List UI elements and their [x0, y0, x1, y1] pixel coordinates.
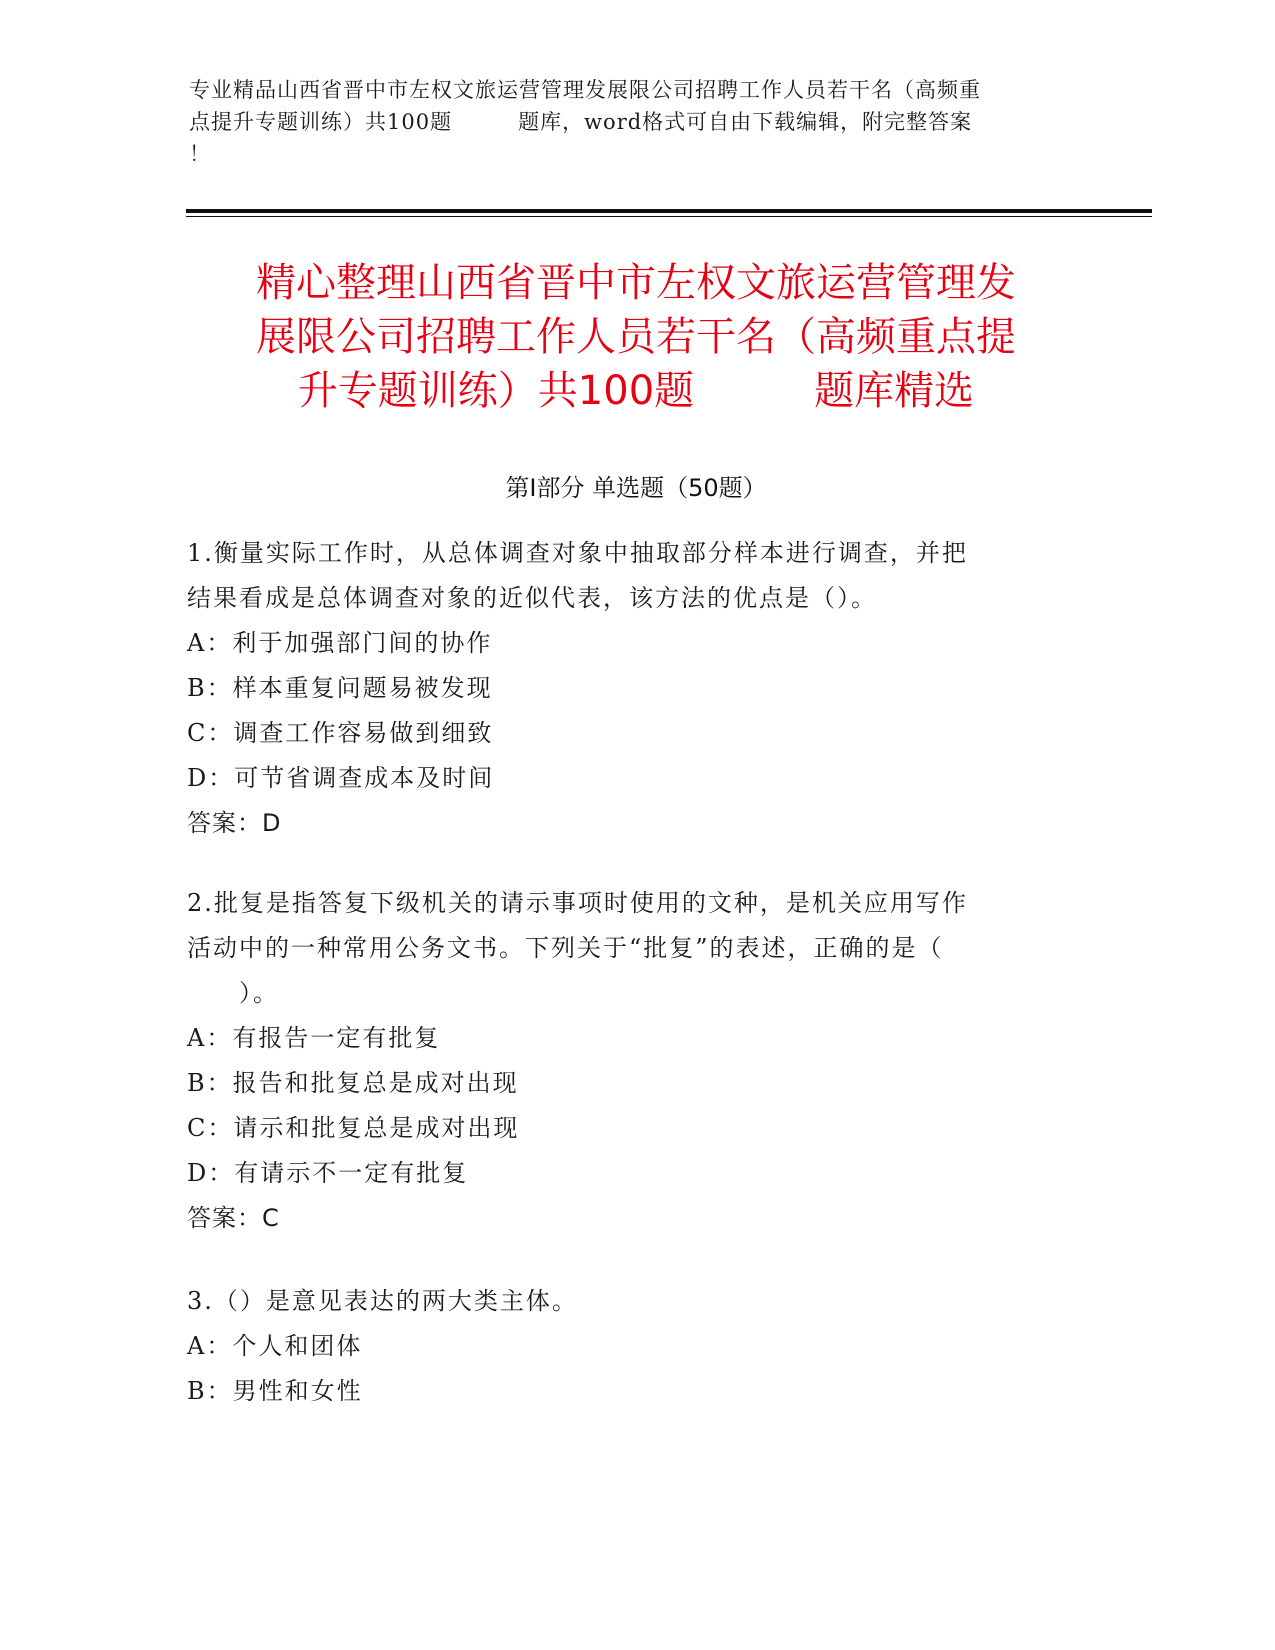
document-title: [186, 256, 1086, 418]
option-c: C：请示和批复总是成对出现: [187, 1114, 520, 1142]
option-a: A：有报告一定有批复: [187, 1024, 441, 1052]
option-d: D：可节省调查成本及时间: [187, 764, 495, 792]
option-c: C：调查工作容易做到细致: [187, 719, 494, 747]
question-stem: 1.衡量实际工作时，从总体调查对象中抽取部分样本进行调查，并把: [187, 539, 968, 567]
section-heading: 第Ⅰ部分 单选题（50题）: [505, 474, 767, 502]
question-block: [187, 1279, 1067, 1414]
option-d: D：有请示不一定有批复: [187, 1159, 469, 1187]
question-stem: 活动中的一种常用公务文书。下列关于“批复”的表述，正确的是（: [187, 934, 944, 962]
option-a: A：利于加强部门间的协作: [187, 629, 493, 657]
option-b: B：报告和批复总是成对出现: [187, 1069, 519, 1097]
title-line: 精心整理山西省晋中市左权文旅运营管理发: [256, 260, 1016, 306]
header-divider-thin: [186, 216, 1152, 217]
answer-line: 答案：D: [187, 809, 282, 837]
header-line: 点提升专题训练）共100题 题库，word格式可自由下载编辑，附完整答案: [189, 110, 973, 134]
question-stem: 3.（）是意见表达的两大类主体。: [187, 1287, 578, 1315]
header-divider: [186, 209, 1152, 213]
answer-line: 答案：C: [187, 1204, 280, 1232]
page-header: [189, 74, 1089, 170]
option-b: B：样本重复问题易被发现: [187, 674, 493, 702]
title-line: 升专题训练）共100题 题库精选: [297, 368, 975, 414]
option-a: A：个人和团体: [187, 1332, 363, 1360]
header-line: 专业精品山西省晋中市左权文旅运营管理发展限公司招聘工作人员若干名（高频重: [189, 78, 981, 102]
question-block: [187, 881, 1067, 1241]
question-block: [187, 531, 1067, 846]
title-line: 展限公司招聘工作人员若干名（高频重点提: [256, 314, 1016, 360]
question-stem: 2.批复是指答复下级机关的请示事项时使用的文种，是机关应用写作: [187, 889, 968, 917]
question-stem: 结果看成是总体调查对象的近似代表，该方法的优点是（）。: [187, 584, 877, 612]
header-line: ！: [189, 142, 211, 166]
option-b: B：男性和女性: [187, 1377, 363, 1405]
question-stem: ）。: [187, 979, 279, 1007]
